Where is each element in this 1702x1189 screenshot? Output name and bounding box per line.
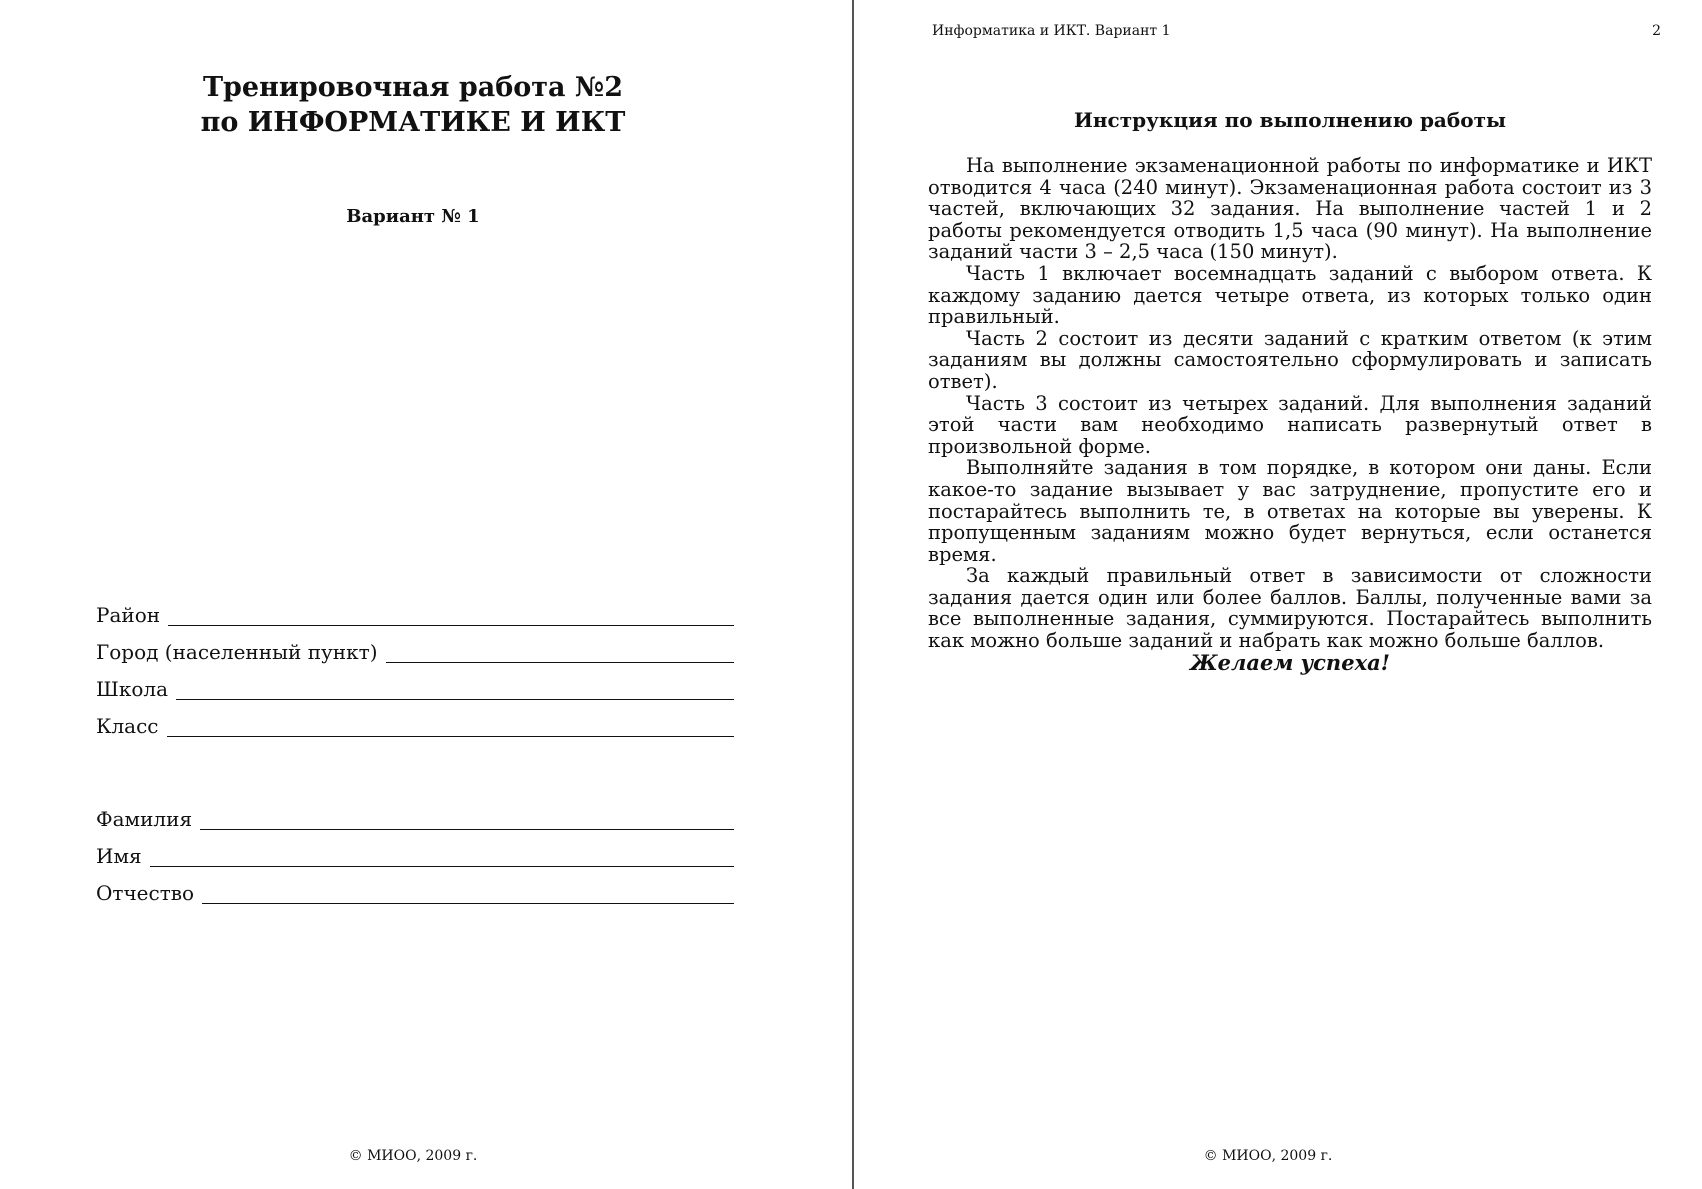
city-field[interactable] <box>96 629 734 666</box>
school-field[interactable] <box>96 666 734 703</box>
class-input-line[interactable] <box>167 714 734 737</box>
field-label: Школа <box>96 677 168 701</box>
city-input-line[interactable] <box>386 640 735 663</box>
first-name-input-line[interactable] <box>150 844 734 867</box>
patronymic-input-line[interactable] <box>202 881 734 904</box>
title-line-1: Тренировочная работа №2 <box>202 72 624 103</box>
field-label: Район <box>96 603 161 627</box>
right-page <box>854 0 1702 1189</box>
good-luck-wish: Желаем успеха! <box>1190 650 1390 675</box>
class-field[interactable] <box>96 703 734 740</box>
instruction-body <box>928 155 1652 652</box>
instruction-paragraph: На выполнение экзаменационной работы по информатике и ИКТ отводится 4 часа (240 минут). Экзаменационная работа состоит из 3 частей, включающих 32 задания. На выполнение частей 1 и 2 работы рекомендуется отводить 1,5 часа (90 минут). На выполнение заданий части 3 – 2,5 часа (150 минут). <box>928 154 1652 264</box>
first-name-field[interactable] <box>96 833 734 870</box>
school-input-line[interactable] <box>176 677 734 700</box>
copyright-footer: © МИОО, 2009 г. <box>1203 1148 1333 1164</box>
instruction-paragraph: Часть 2 состоит из десяти заданий с кратким ответом (к этим заданиям вы должны самостоятельно сформулировать и записать ответ). <box>928 326 1652 393</box>
field-label: Отчество <box>96 881 195 905</box>
copyright-footer: © МИОО, 2009 г. <box>348 1148 478 1164</box>
school-info-form <box>96 592 734 740</box>
instruction-title: Инструкция по выполнению работы <box>1073 108 1507 132</box>
surname-field[interactable] <box>96 796 734 833</box>
instruction-paragraph: Часть 3 состоит из четырех заданий. Для выполнения заданий этой части вам необходимо написать развернутый ответ в произвольной форме. <box>928 391 1652 458</box>
page-number: 2 <box>1652 23 1661 39</box>
page-title <box>0 70 826 140</box>
variant-label: Вариант № 1 <box>346 206 480 227</box>
field-label: Класс <box>96 714 159 738</box>
patronymic-field[interactable] <box>96 870 734 907</box>
title-line-2: по ИНФОРМАТИКЕ И ИКТ <box>200 107 626 138</box>
instruction-paragraph: За каждый правильный ответ в зависимости от сложности задания дается один или более баллов. Баллы, полученные вами за все выполненные задания, суммируются. Постарайтесь выполнить как можно больше заданий и набрать как можно больше баллов. <box>928 564 1652 653</box>
district-input-line[interactable] <box>168 603 734 626</box>
person-info-form <box>96 796 734 907</box>
instruction-paragraph: Выполняйте задания в том порядке, в котором они даны. Если какое-то задание вызывает у вас затруднение, пропустите его и постарайтесь выполнить те, в ответах на которые вы уверены. К пропущенным заданиям можно будет вернуться, если останется время. <box>928 456 1652 566</box>
instruction-paragraph: Часть 1 включает восемнадцать заданий с выбором ответа. К каждому заданию дается четыре ответа, из которых только один правильный. <box>928 261 1652 329</box>
field-label: Город (населенный пункт) <box>96 640 378 664</box>
field-label: Имя <box>96 844 142 868</box>
district-field[interactable] <box>96 592 734 629</box>
surname-input-line[interactable] <box>200 807 734 830</box>
running-head: Информатика и ИКТ. Вариант 1 <box>932 23 1171 39</box>
field-label: Фамилия <box>96 807 193 831</box>
